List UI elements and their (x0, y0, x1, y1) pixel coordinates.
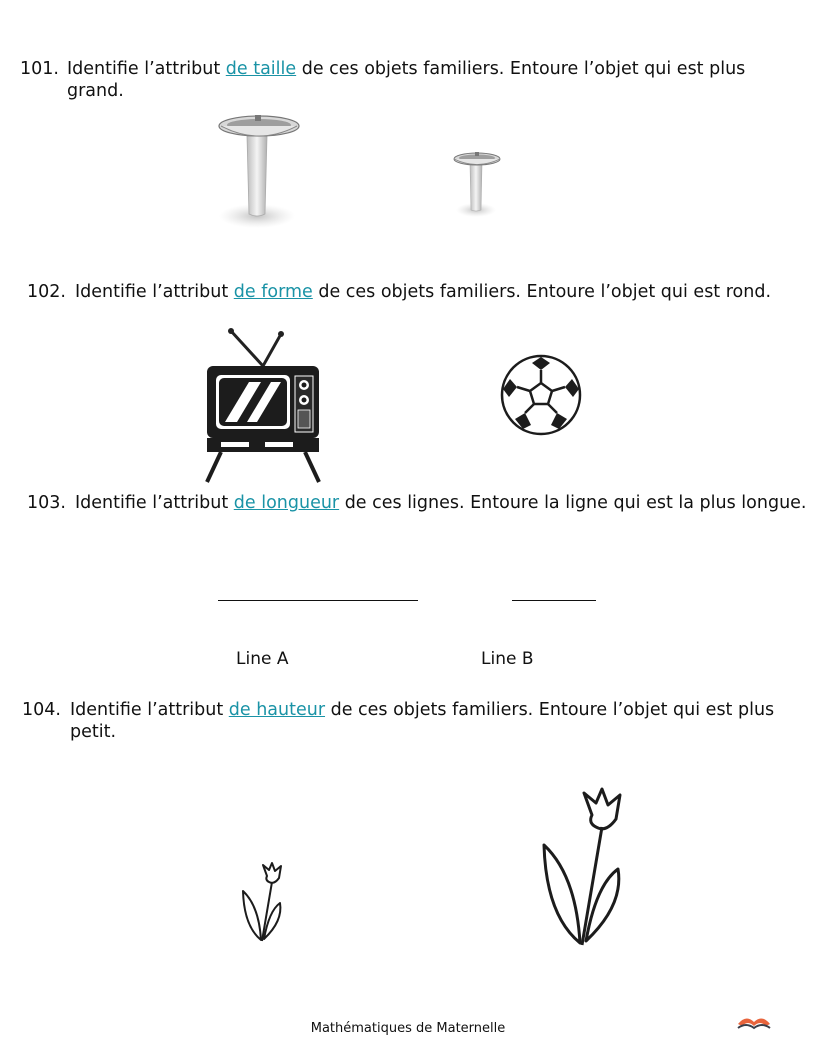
television-image (203, 326, 323, 484)
question-number: 103. (27, 493, 66, 513)
question-text: Identifie l’attribut de hauteur de ces objets familiers. Entoure l’objet qui est plus petit. (70, 700, 775, 742)
question-101 (20, 58, 780, 102)
attribute-keyword: de hauteur (228, 700, 326, 720)
question-104 (22, 699, 782, 743)
question-text: Identifie l’attribut de longueur de ces lignes. Entoure la ligne qui est la plus longue. (75, 493, 807, 513)
tulip-large-image (536, 783, 632, 955)
question-102 (27, 281, 787, 303)
question-text: Identifie l’attribut de taille de ces objets familiers. Entoure l’objet qui est plus grand. (67, 59, 746, 101)
footer-title: Mathématiques de Maternelle (310, 1021, 506, 1036)
sink-small-image (451, 150, 503, 220)
question-number: 104. (22, 700, 61, 720)
tulip-small-image (239, 861, 287, 945)
line-b (512, 600, 596, 601)
attribute-keyword: de longueur (233, 493, 340, 513)
sink-large-image (215, 112, 305, 232)
attribute-keyword: de taille (225, 59, 297, 79)
line-a-label: Line A (236, 649, 289, 669)
question-103 (27, 492, 807, 514)
line-a (218, 600, 418, 601)
question-number: 101. (20, 59, 59, 79)
line-b-label: Line B (481, 649, 534, 669)
soccer-ball-image (499, 353, 583, 437)
book-logo-icon (736, 1010, 772, 1034)
question-text: Identifie l’attribut de forme de ces objets familiers. Entoure l’objet qui est rond. (75, 282, 772, 302)
question-number: 102. (27, 282, 66, 302)
attribute-keyword: de forme (233, 282, 313, 302)
